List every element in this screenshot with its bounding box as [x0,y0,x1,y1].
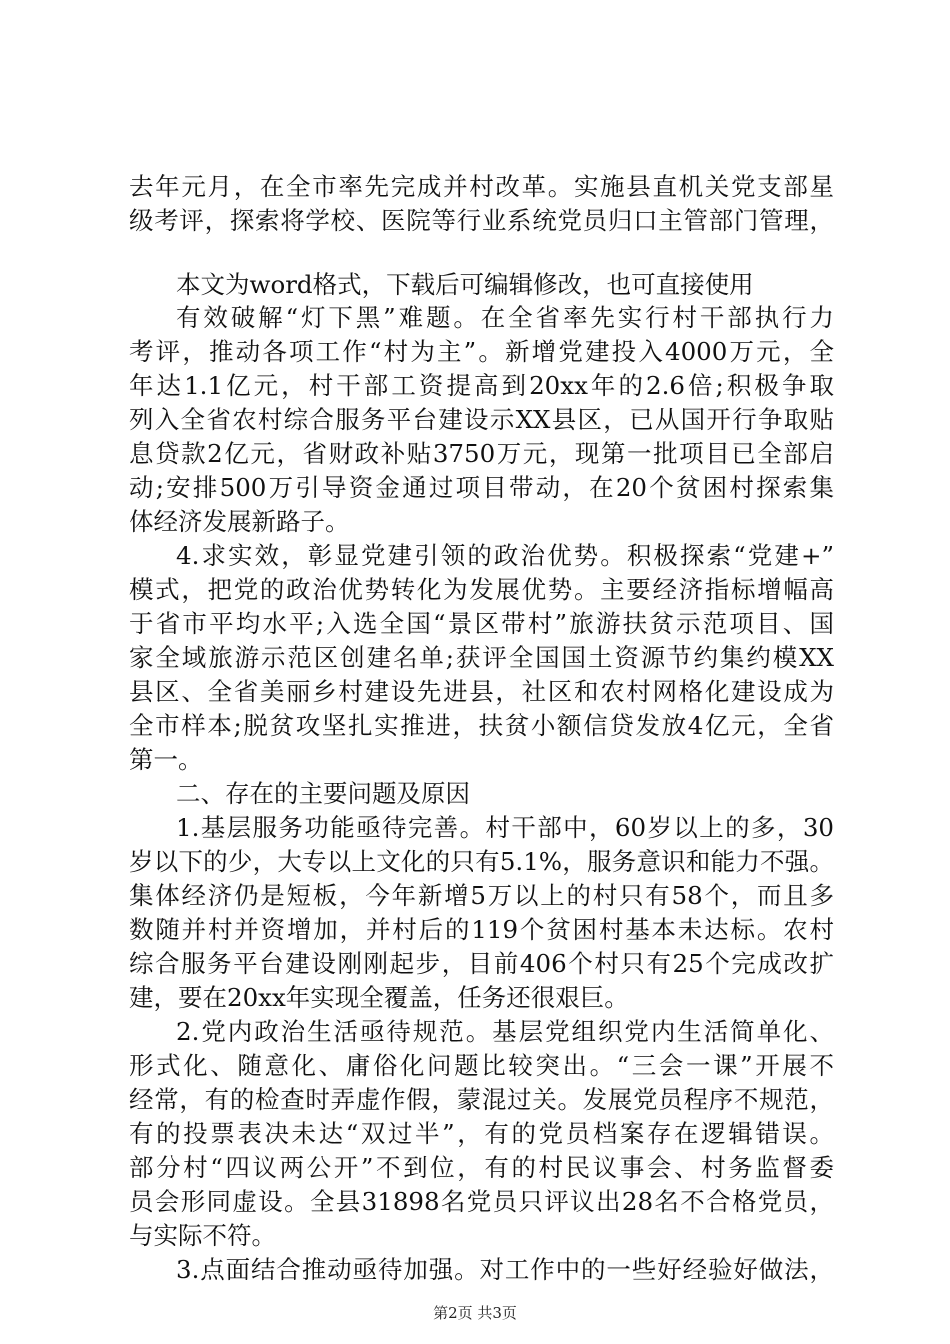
text-line-30: 员会形同虚设。全县31898名党员只评议出28名不合格党员， [129,1187,834,1216]
text-line-11: 4.求实效，彰显党建引领的政治优势。积极探索“党建+” [176,541,834,570]
text-line-26: 形式化、随意化、庸俗化问题比较突出。“三会一课”开展不 [129,1051,834,1080]
text-line-31: 与实际不符。 [129,1221,276,1250]
text-line-23: 综合服务平台建设刚刚起步，目前406个村只有25个完成改扩 [129,949,834,978]
text-line-21: 集体经济仍是短板，今年新增5万以上的村只有58个，而且多 [129,881,834,910]
text-line-6: 年达1.1亿元，村干部工资提高到20xx年的2.6倍;积极争取 [129,371,834,400]
text-line-15: 县区、全省美丽乡村建设先进县，社区和农村网格化建设成为 [129,677,834,706]
page-number-footer: 第2页 共3页 [433,1304,517,1322]
text-line-9: 动;安排500万引导资金通过项目带动，在20个贫困村探索集 [129,473,834,502]
text-line-19: 1.基层服务功能亟待完善。村干部中，60岁以上的多，30 [176,813,834,842]
text-line-28: 有的投票表决未达“双过半”，有的党员档案存在逻辑错误。 [129,1119,834,1148]
text-line-8: 息贷款2亿元，省财政补贴3750万元，现第一批项目已全部启 [129,439,834,468]
text-line-12: 模式，把党的政治优势转化为发展优势。主要经济指标增幅高 [129,575,834,604]
text-line-27: 经常，有的检查时弄虚作假，蒙混过关。发展党员程序不规范， [129,1085,834,1114]
text-line-32: 3.点面结合推动亟待加强。对工作中的一些好经验好做法， [176,1255,834,1284]
text-line-13: 于省市平均水平;入选全国“景区带村”旅游扶贫示范项目、国 [129,609,834,638]
text-line-14: 家全域旅游示范区创建名单;获评全国国土资源节约集约模XX [129,643,834,672]
text-line-5: 考评，推动各项工作“村为主”。新增党建投入4000万元，全 [129,337,834,366]
section-heading: 二、存在的主要问题及原因 [176,779,470,808]
format-notice-line: 本文为word格式，下载后可编辑修改，也可直接使用 [176,270,754,299]
text-line-17: 第一。 [129,745,203,774]
text-line-2: 级考评，探索将学校、医院等行业系统党员归口主管部门管理， [129,206,834,235]
text-line-24: 建，要在20xx年实现全覆盖，任务还很艰巨。 [129,983,629,1012]
text-line-10: 体经济发展新路子。 [129,507,350,536]
text-line-4: 有效破解“灯下黑”难题。在全省率先实行村干部执行力 [176,303,834,332]
text-line-25: 2.党内政治生活亟待规范。基层党组织党内生活简单化、 [176,1017,834,1046]
text-line-29: 部分村“四议两公开”不到位，有的村民议事会、村务监督委 [129,1153,834,1182]
text-line-16: 全市样本;脱贫攻坚扎实推进，扶贫小额信贷发放4亿元，全省 [129,711,834,740]
text-line-7: 列入全省农村综合服务平台建设示XX县区，已从国开行争取贴 [129,405,834,434]
text-line-1: 去年元月，在全市率先完成并村改革。实施县直机关党支部星 [129,172,834,201]
text-line-20: 岁以下的少，大专以上文化的只有5.1%，服务意识和能力不强。 [129,847,834,876]
text-line-22: 数随并村并资增加，并村后的119个贫困村基本未达标。农村 [129,915,834,944]
